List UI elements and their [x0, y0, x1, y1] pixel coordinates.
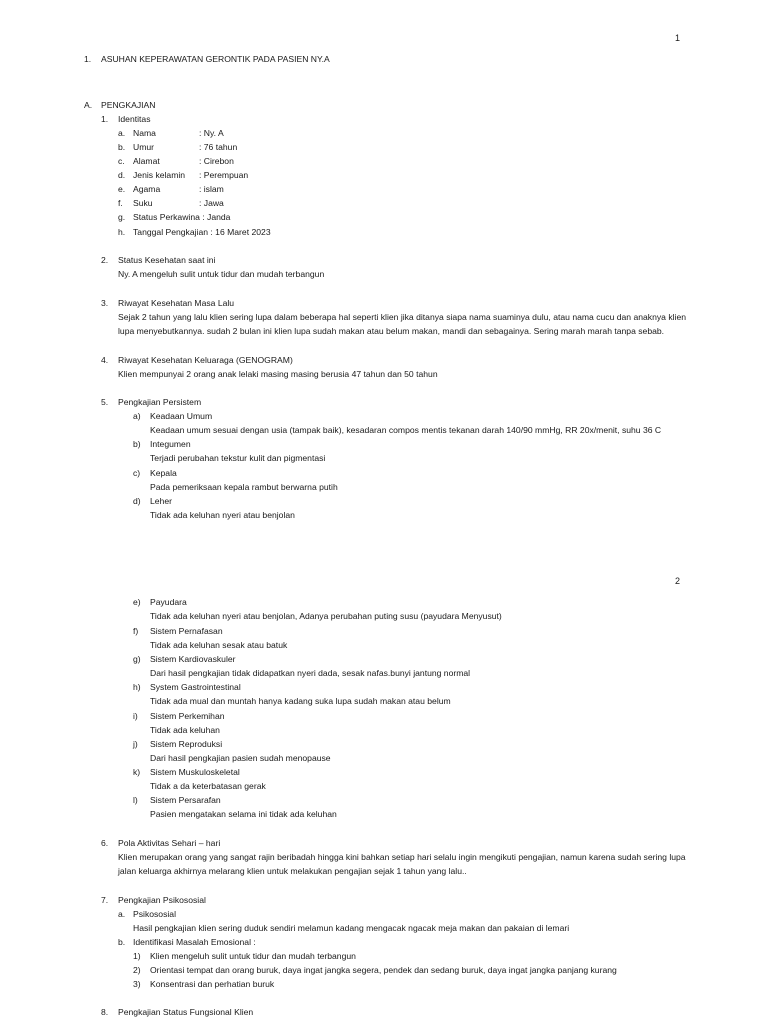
sub-letter: d): [133, 496, 141, 506]
sub-label: Sistem Kardiovaskuler: [150, 654, 236, 664]
page-number: 2: [675, 576, 681, 586]
numbered-marker: 2): [133, 965, 141, 975]
sub-letter: k): [133, 767, 141, 777]
sub-text: Pada pemeriksaan kepala rambut berwarna putih: [150, 482, 338, 492]
sub-letter: g.: [118, 212, 126, 222]
sub-letter: f.: [118, 198, 123, 208]
paragraph-line: jalan keluarga akhirnya melarang klien untuk melakukan pengajian sejak 1 tahun yang lalu..: [118, 866, 467, 876]
sub-letter: h.: [118, 227, 126, 237]
sub-label: Integumen: [150, 439, 191, 449]
sub-text: Dari hasil pengkajian pasien sudah menopause: [150, 753, 331, 763]
field-value: : islam: [199, 184, 224, 194]
field-value: : Ny. A: [199, 128, 224, 138]
document-heading: ASUHAN KEPERAWATAN GERONTIK PADA PASIEN NY.A: [101, 54, 330, 64]
sub-letter: e.: [118, 184, 126, 194]
item-number: 4.: [101, 355, 109, 365]
item-number: 6.: [101, 838, 109, 848]
paragraph-line: Klien merupakan orang yang sangat rajin beribadah hingga kini bahkan setiap hari selalu ingin mengikuti pengajian, namun karena sudah sering lupa: [118, 852, 686, 862]
sub-letter: c): [133, 468, 141, 478]
numbered-marker: 1): [133, 951, 141, 961]
item-title: Pengkajian Psikososial: [118, 895, 206, 905]
item-number: 5.: [101, 397, 109, 407]
numbered-marker: 3): [133, 979, 141, 989]
sub-text: Dari hasil pengkajian tidak didapatkan nyeri dada, sesak nafas.bunyi jantung normal: [150, 668, 471, 678]
sub-letter: e): [133, 597, 141, 607]
sub-text: Tidak ada keluhan: [150, 725, 220, 735]
numbered-item: Klien mengeluh sulit untuk tidur dan mudah terbangun: [150, 951, 356, 961]
sub-label: Leher: [150, 496, 172, 506]
paragraph-line: lupa menyebutkannya. sudah 2 bulan ini klien lupa sudah makan atau belum makan, mandi dan sebagainya. Sering marah marah tanpa sebab.: [118, 326, 665, 336]
sub-letter: j): [133, 739, 138, 749]
item-number: 1.: [101, 114, 109, 124]
section-title-pengkajian: PENGKAJIAN: [101, 100, 156, 110]
sub-letter: i): [133, 711, 138, 721]
section-letter: A.: [84, 100, 93, 110]
sub-text: Tidak a da keterbatasan gerak: [150, 781, 266, 791]
field-label: Nama: [133, 128, 156, 138]
heading-number: 1.: [84, 54, 92, 64]
paragraph-line: Sejak 2 tahun yang lalu klien sering lupa dalam beberapa hal seperti klien jika ditanya siapa nama suaminya dulu, atau nama cucu dan anaknya klien: [118, 312, 687, 322]
sub-letter: h): [133, 682, 141, 692]
sub-text: Tidak ada keluhan sesak atau batuk: [150, 640, 288, 650]
sub-letter: a): [133, 411, 141, 421]
field-label: Jenis kelamin: [133, 170, 186, 180]
sub-letter: c.: [118, 156, 125, 166]
item-title: Riwayat Kesehatan Masa Lalu: [118, 298, 235, 308]
sub-label: System Gastrointestinal: [150, 682, 241, 692]
paragraph: Klien mempunyai 2 orang anak lelaki masing masing berusia 47 tahun dan 50 tahun: [118, 369, 438, 379]
item-title: Pola Aktivitas Sehari – hari: [118, 838, 221, 848]
item-title: Status Kesehatan saat ini: [118, 255, 216, 265]
field-label: Suku: [133, 198, 153, 208]
paragraph: Ny. A mengeluh sulit untuk tidur dan mudah terbangun: [118, 269, 325, 279]
field-value: : Perempuan: [199, 170, 249, 180]
sub-letter: b): [133, 439, 141, 449]
sub-text: Pasien mengatakan selama ini tidak ada keluhan: [150, 809, 337, 819]
sub-text: Tidak ada keluhan nyeri atau benjolan: [150, 510, 295, 520]
sub-label: Sistem Pernafasan: [150, 626, 223, 636]
item-number: 2.: [101, 255, 109, 265]
item-title-identitas: Identitas: [118, 114, 151, 124]
item-number: 8.: [101, 1007, 109, 1017]
sub-label: Sistem Muskuloskeletal: [150, 767, 240, 777]
field-label: Alamat: [133, 156, 160, 166]
item-title: Pengkajian Status Fungsional Klien: [118, 1007, 254, 1017]
sub-label: Sistem Perkemihan: [150, 711, 225, 721]
sub-text: Keadaan umum sesuai dengan usia (tampak baik), kesadaran compos mentis tekanan darah 140/90 mmHg, RR 20x/menit, suhu 36 C: [150, 425, 662, 435]
sub-label: Sistem Persarafan: [150, 795, 221, 805]
sub-text: Tidak ada mual dan muntah hanya kadang suka lupa sudah makan atau belum: [150, 696, 451, 706]
item-number: 7.: [101, 895, 109, 905]
sub-letter: l): [133, 795, 138, 805]
sub-label: Psikososial: [133, 909, 176, 919]
sub-label: Identifikasi Masalah Emosional :: [133, 937, 256, 947]
numbered-item: Orientasi tempat dan orang buruk, daya ingat jangka segera, pendek dan sedang buruk, daya ingat jangka panjang kurang: [150, 965, 617, 975]
field-label: Agama: [133, 184, 161, 194]
field-value: : Cirebon: [199, 156, 234, 166]
sub-letter: a.: [118, 909, 126, 919]
sub-letter: f): [133, 626, 139, 636]
sub-label: Kepala: [150, 468, 177, 478]
sub-letter: b.: [118, 142, 126, 152]
sub-letter: g): [133, 654, 141, 664]
sub-label: Sistem Reproduksi: [150, 739, 223, 749]
item-number: 3.: [101, 298, 109, 308]
sub-text: Hasil pengkajian klien sering duduk sendiri melamun kadang mengacak ngacak meja makan dan pakaian di lemari: [133, 923, 570, 933]
page-number: 1: [675, 33, 681, 43]
field-label: Tanggal Pengkajian : 16 Maret 2023: [133, 227, 271, 237]
sub-label: Keadaan Umum: [150, 411, 213, 421]
sub-label: Payudara: [150, 597, 187, 607]
sub-letter: b.: [118, 937, 126, 947]
item-title: Pengkajian Persistem: [118, 397, 202, 407]
field-label: Umur: [133, 142, 155, 152]
field-value: : 76 tahun: [199, 142, 238, 152]
field-value: : Jawa: [199, 198, 224, 208]
item-title: Riwayat Kesehatan Keluaraga (GENOGRAM): [118, 355, 293, 365]
sub-text: Tidak ada keluhan nyeri atau benjolan, Adanya perubahan puting susu (payudara Menyusut): [150, 611, 502, 621]
numbered-item: Konsentrasi dan perhatian buruk: [150, 979, 275, 989]
sub-letter: d.: [118, 170, 126, 180]
sub-letter: a.: [118, 128, 126, 138]
field-label: Status Perkawina : Janda: [133, 212, 231, 222]
sub-text: Terjadi perubahan tekstur kulit dan pigmentasi: [150, 453, 326, 463]
